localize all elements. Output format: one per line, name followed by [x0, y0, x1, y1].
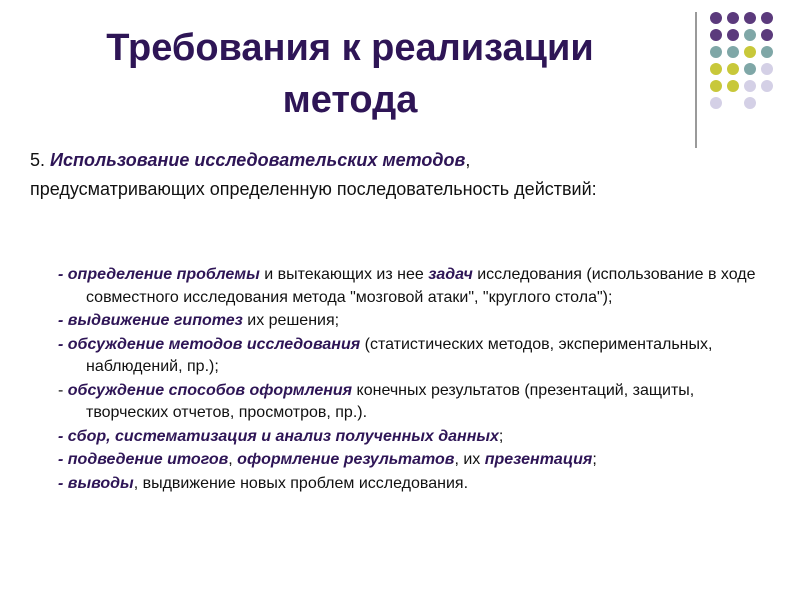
list-item-emphasis: оформление результатов — [237, 451, 455, 468]
decorative-dot — [744, 63, 756, 75]
decorative-dot — [710, 29, 722, 41]
list-item — [58, 426, 758, 449]
list-item-emphasis: презентация — [484, 451, 593, 468]
decorative-dot — [761, 29, 773, 41]
decorative-dot — [727, 80, 739, 92]
list-item-text: - — [58, 381, 68, 399]
slide-title: Требования к реализации метода — [106, 27, 594, 121]
decorative-dot — [710, 63, 722, 75]
decorative-dot — [727, 63, 739, 75]
list-item — [58, 310, 758, 333]
decorative-dot — [744, 29, 756, 41]
list-item-emphasis: - подведение итогов — [58, 451, 229, 468]
decorative-dot — [761, 80, 773, 92]
list-item-text: ; — [498, 427, 504, 445]
list-item-text: их решения; — [242, 312, 340, 329]
decorative-dot — [727, 46, 739, 58]
requirements-list — [58, 264, 758, 496]
list-item — [58, 449, 758, 472]
list-item-text: , выдвижение новых проблем исследования. — [133, 474, 469, 492]
list-item — [58, 334, 758, 379]
decorative-dot — [761, 63, 773, 75]
decorative-dot — [744, 80, 756, 92]
intro-tail: , предусматривающих определенную последовательность действий: — [30, 150, 597, 199]
list-item-text: исследования (использование в ходе совместного исследования метода "мозговой атаки", "круглого стола"); — [86, 266, 756, 306]
list-item-emphasis: - определение проблемы — [58, 266, 260, 283]
intro-number: 5. — [30, 150, 46, 170]
decorative-dot — [744, 97, 756, 109]
decorative-dot — [710, 46, 722, 58]
decorative-dot — [761, 12, 773, 24]
list-item-emphasis: - выводы — [58, 474, 134, 492]
list-item-emphasis: - сбор, систематизация и анализ полученных данных — [58, 427, 499, 445]
list-item-text: конечных результатов (презентаций, защиты, творческих отчетов, просмотров, пр.). — [86, 381, 695, 421]
list-item-text: (статистических методов, экспериментальных, наблюдений, пр.); — [86, 335, 713, 375]
decorative-dot — [710, 12, 722, 24]
list-item — [58, 264, 758, 309]
list-item — [58, 380, 758, 425]
decorative-dot — [710, 80, 722, 92]
intro-paragraph — [30, 146, 650, 204]
list-item — [58, 473, 758, 496]
list-item-text: ; — [592, 451, 597, 468]
vertical-divider — [695, 12, 697, 148]
decorative-dot-grid — [708, 10, 788, 130]
list-item-text: , — [228, 451, 238, 468]
decorative-dot — [710, 97, 722, 109]
decorative-dot — [727, 29, 739, 41]
list-item-emphasis: обсуждение способов оформления — [67, 381, 353, 399]
list-item-text: , их — [454, 451, 485, 468]
intro-emphasis: Использование исследовательских методов — [50, 150, 466, 170]
list-item-emphasis: - обсуждение методов исследования — [58, 335, 361, 353]
decorative-dot — [761, 46, 773, 58]
list-item-text: и вытекающих из нее — [259, 266, 429, 283]
decorative-dot — [727, 12, 739, 24]
decorative-dot — [744, 46, 756, 58]
list-item-emphasis: задач — [428, 266, 473, 283]
decorative-dot — [744, 12, 756, 24]
list-item-emphasis: - выдвижение гипотез — [58, 312, 243, 329]
